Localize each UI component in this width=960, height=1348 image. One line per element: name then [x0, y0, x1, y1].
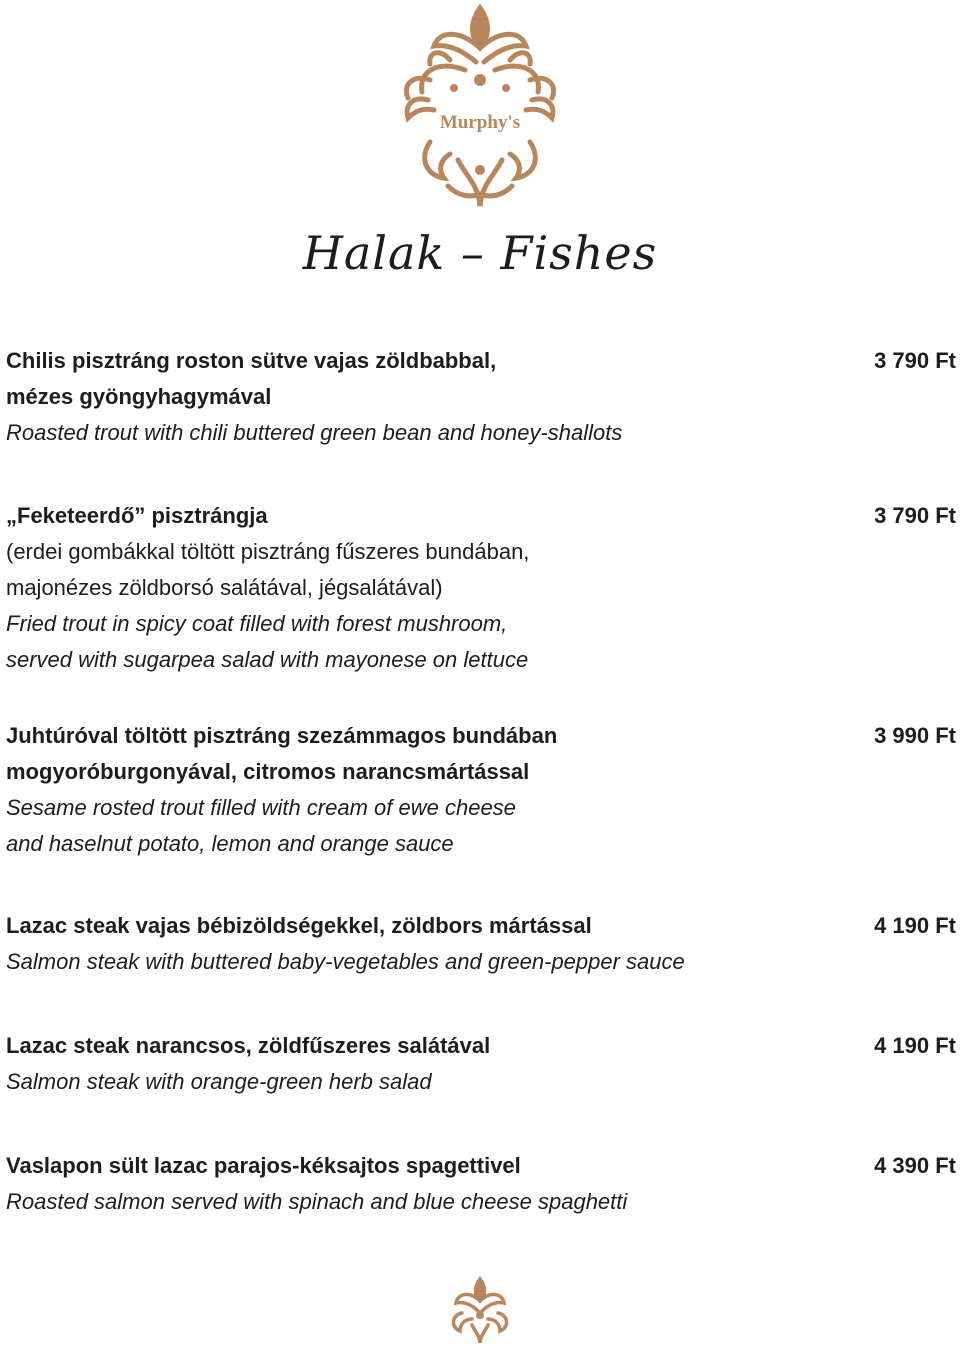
menu-item — [6, 343, 956, 451]
dish-english-description: Fried trout in spicy coat filled with forest mushroom, — [6, 611, 508, 636]
dish-name: Chilis pisztráng roston sütve vajas zöldbabbal, — [6, 348, 497, 373]
murphys-crest-icon — [330, 0, 630, 215]
menu-item — [6, 1028, 956, 1100]
menu-item — [6, 908, 956, 980]
dish-english-description: Salmon steak with orange-green herb salad — [6, 1069, 432, 1094]
dish-price: 3 990 Ft — [874, 723, 956, 748]
dish-english-description: Roasted salmon served with spinach and blue cheese spaghetti — [6, 1189, 628, 1214]
dish-price: 3 790 Ft — [874, 503, 956, 528]
dish-price: 4 190 Ft — [874, 1033, 956, 1058]
ornament-icon — [440, 1275, 520, 1345]
dish-name: mogyoróburgonyával, citromos narancsmártással — [6, 759, 530, 784]
menu-item — [6, 1148, 956, 1220]
dish-english-description: and haselnut potato, lemon and orange sauce — [6, 831, 454, 856]
dish-english-description: Roasted trout with chili buttered green bean and honey-shallots — [6, 420, 623, 445]
dish-english-description: Sesame rosted trout filled with cream of ewe cheese — [6, 795, 516, 820]
dish-name: Lazac steak vajas bébizöldségekkel, zöldbors mártással — [6, 913, 592, 938]
dish-name: Juhtúróval töltött pisztráng szezámmagos bundában — [6, 723, 558, 748]
dish-name: Lazac steak narancsos, zöldfűszeres salátával — [6, 1033, 491, 1058]
dish-english-description: served with sugarpea salad with mayonese on lettuce — [6, 647, 529, 672]
dish-price: 4 190 Ft — [874, 913, 956, 938]
dish-name: mézes gyöngyhagymával — [6, 384, 272, 409]
logo-wordmark: Murphy's — [439, 112, 521, 133]
menu-item — [6, 718, 956, 862]
dish-price: 3 790 Ft — [874, 348, 956, 373]
dish-price: 4 390 Ft — [874, 1153, 956, 1178]
dish-name: Vaslapon sült lazac parajos-kéksajtos spagettivel — [6, 1153, 521, 1178]
dish-hungarian-description: majonézes zöldborsó salátával, jégsalátával) — [6, 575, 443, 600]
restaurant-logo — [330, 0, 630, 215]
footer-ornament — [440, 1275, 520, 1345]
dish-english-description: Salmon steak with buttered baby-vegetables and green-pepper sauce — [6, 949, 685, 974]
page-title: Halak – Fishes — [302, 226, 658, 280]
menu-item — [6, 498, 956, 678]
dish-hungarian-description: (erdei gombákkal töltött pisztráng fűszeres bundában, — [6, 539, 530, 564]
dish-name: „Feketeerdő” pisztrángja — [6, 503, 268, 528]
